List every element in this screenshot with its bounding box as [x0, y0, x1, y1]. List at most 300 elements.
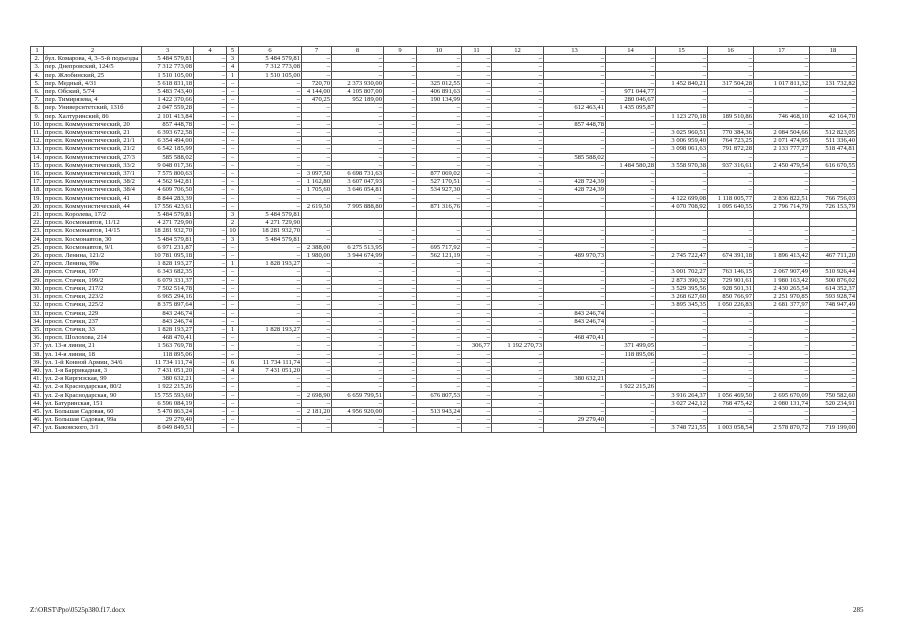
- value-cell: –: [462, 383, 492, 391]
- value-cell: –: [194, 416, 227, 424]
- value-cell: –: [194, 375, 227, 383]
- table-row: [31, 260, 857, 268]
- value-cell: 7 575 800,63: [142, 170, 194, 178]
- value-cell: –: [754, 407, 810, 415]
- value-cell: –: [332, 416, 384, 424]
- row-number-cell: 47.: [31, 424, 44, 432]
- value-cell: 1 484 580,28: [606, 161, 656, 169]
- value-cell: 3 646 054,81: [332, 186, 384, 194]
- address-cell: ул. Быковского, 3/1: [44, 424, 142, 432]
- value-cell: –: [239, 350, 302, 358]
- value-cell: 843 246,74: [544, 317, 606, 325]
- value-cell: –: [810, 235, 857, 243]
- value-cell: –: [384, 399, 417, 407]
- value-cell: 190 134,99: [417, 96, 462, 104]
- value-cell: 5 484 579,81: [142, 235, 194, 243]
- value-cell: –: [227, 104, 239, 112]
- column-number-header: 17: [754, 47, 810, 55]
- row-number-cell: 17.: [31, 178, 44, 186]
- value-cell: 843 246,74: [544, 309, 606, 317]
- value-cell: 3 097,50: [302, 170, 332, 178]
- value-cell: 2 619,50: [302, 202, 332, 210]
- value-cell: 720,70: [302, 79, 332, 87]
- value-cell: –: [417, 375, 462, 383]
- value-cell: –: [656, 309, 708, 317]
- value-cell: –: [462, 252, 492, 260]
- value-cell: –: [194, 71, 227, 79]
- value-cell: –: [462, 194, 492, 202]
- column-number-header: 10: [417, 47, 462, 55]
- value-cell: 306,77: [462, 342, 492, 350]
- value-cell: –: [462, 227, 492, 235]
- value-cell: –: [302, 227, 332, 235]
- value-cell: –: [544, 383, 606, 391]
- row-number-cell: 38.: [31, 350, 44, 358]
- value-cell: 937 316,61: [708, 161, 754, 169]
- row-number-cell: 46.: [31, 416, 44, 424]
- table-row: [31, 161, 857, 169]
- value-cell: –: [492, 79, 544, 87]
- value-cell: –: [754, 366, 810, 374]
- row-number-cell: 14.: [31, 153, 44, 161]
- column-number-header: 8: [332, 47, 384, 55]
- value-cell: –: [194, 112, 227, 120]
- value-cell: –: [417, 358, 462, 366]
- value-cell: –: [227, 375, 239, 383]
- value-cell: –: [810, 178, 857, 186]
- value-cell: 4 122 699,08: [656, 194, 708, 202]
- value-cell: –: [810, 104, 857, 112]
- value-cell: –: [227, 178, 239, 186]
- row-number-cell: 40.: [31, 366, 44, 374]
- value-cell: 4: [227, 366, 239, 374]
- value-cell: –: [302, 424, 332, 432]
- value-cell: –: [656, 342, 708, 350]
- value-cell: –: [384, 276, 417, 284]
- value-cell: –: [227, 88, 239, 96]
- value-cell: –: [754, 375, 810, 383]
- value-cell: –: [227, 170, 239, 178]
- value-cell: –: [332, 63, 384, 71]
- value-cell: –: [194, 202, 227, 210]
- address-cell: ул. Батуринская, 151: [44, 399, 142, 407]
- value-cell: 11 734 111,74: [142, 358, 194, 366]
- row-number-cell: 22.: [31, 219, 44, 227]
- value-cell: –: [227, 120, 239, 128]
- value-cell: –: [227, 276, 239, 284]
- value-cell: 2 373 930,00: [332, 79, 384, 87]
- value-cell: –: [332, 153, 384, 161]
- value-cell: –: [492, 383, 544, 391]
- value-cell: –: [332, 120, 384, 128]
- value-cell: –: [810, 153, 857, 161]
- column-number-header: 6: [239, 47, 302, 55]
- value-cell: –: [492, 416, 544, 424]
- value-cell: –: [194, 55, 227, 63]
- column-number-header: 12: [492, 47, 544, 55]
- value-cell: 1 828 193,27: [142, 325, 194, 333]
- value-cell: 4 271 729,90: [239, 219, 302, 227]
- value-cell: 500 876,02: [810, 276, 857, 284]
- value-cell: 118 895,06: [142, 350, 194, 358]
- value-cell: –: [708, 170, 754, 178]
- value-cell: –: [462, 137, 492, 145]
- value-cell: –: [606, 391, 656, 399]
- value-cell: 189 510,86: [708, 112, 754, 120]
- address-cell: просп. Коммунистический, 21/2: [44, 145, 142, 153]
- value-cell: –: [606, 202, 656, 210]
- value-cell: 4 271 729,90: [142, 219, 194, 227]
- value-cell: 952 189,00: [332, 96, 384, 104]
- value-cell: –: [492, 284, 544, 292]
- table-row: [31, 112, 857, 120]
- value-cell: –: [754, 260, 810, 268]
- value-cell: –: [227, 334, 239, 342]
- value-cell: –: [384, 145, 417, 153]
- value-cell: –: [384, 293, 417, 301]
- value-cell: –: [384, 170, 417, 178]
- value-cell: –: [332, 194, 384, 202]
- value-cell: 380 632,21: [142, 375, 194, 383]
- value-cell: –: [302, 317, 332, 325]
- value-cell: –: [417, 342, 462, 350]
- value-cell: –: [606, 71, 656, 79]
- value-cell: –: [810, 366, 857, 374]
- value-cell: 1 003 058,54: [708, 424, 754, 432]
- value-cell: –: [417, 161, 462, 169]
- value-cell: –: [544, 129, 606, 137]
- value-cell: –: [656, 407, 708, 415]
- value-cell: 5 470 863,24: [142, 407, 194, 415]
- value-cell: –: [384, 79, 417, 87]
- value-cell: –: [708, 243, 754, 251]
- value-cell: –: [384, 268, 417, 276]
- value-cell: –: [227, 79, 239, 87]
- row-number-cell: 30.: [31, 284, 44, 292]
- value-cell: –: [810, 243, 857, 251]
- value-cell: –: [810, 317, 857, 325]
- value-cell: –: [492, 55, 544, 63]
- value-cell: –: [194, 276, 227, 284]
- row-number-cell: 33.: [31, 309, 44, 317]
- value-cell: –: [606, 284, 656, 292]
- row-number-cell: 35.: [31, 325, 44, 333]
- value-cell: –: [754, 71, 810, 79]
- value-cell: –: [332, 293, 384, 301]
- table-row: [31, 334, 857, 342]
- table-row: [31, 145, 857, 153]
- value-cell: –: [754, 416, 810, 424]
- value-cell: –: [544, 88, 606, 96]
- value-cell: –: [417, 145, 462, 153]
- value-cell: –: [384, 309, 417, 317]
- value-cell: 1 162,80: [302, 178, 332, 186]
- row-number-cell: 3.: [31, 63, 44, 71]
- row-number-cell: 15.: [31, 161, 44, 169]
- row-number-cell: 31.: [31, 293, 44, 301]
- value-cell: 10: [227, 227, 239, 235]
- value-cell: –: [708, 358, 754, 366]
- address-cell: бул. Комарова, 4, 3–5-й подъезды: [44, 55, 142, 63]
- value-cell: –: [332, 383, 384, 391]
- value-cell: –: [492, 104, 544, 112]
- value-cell: –: [239, 202, 302, 210]
- value-cell: –: [302, 301, 332, 309]
- value-cell: –: [492, 268, 544, 276]
- value-cell: [332, 211, 384, 219]
- value-cell: –: [708, 317, 754, 325]
- value-cell: 8 375 897,64: [142, 301, 194, 309]
- value-cell: –: [227, 153, 239, 161]
- value-cell: –: [239, 276, 302, 284]
- registry-table: [30, 46, 857, 433]
- value-cell: 29 279,40: [544, 416, 606, 424]
- address-cell: ул. 1-й Конной Армии, 34/6: [44, 358, 142, 366]
- value-cell: 770 384,36: [708, 129, 754, 137]
- value-cell: 674 391,18: [708, 252, 754, 260]
- value-cell: 468 470,41: [544, 334, 606, 342]
- page-number: 285: [853, 606, 864, 614]
- value-cell: 726 153,79: [810, 202, 857, 210]
- value-cell: –: [417, 104, 462, 112]
- column-number-header: 9: [384, 47, 417, 55]
- value-cell: –: [417, 325, 462, 333]
- value-cell: –: [239, 342, 302, 350]
- value-cell: 3 748 721,55: [656, 424, 708, 432]
- row-number-cell: 25.: [31, 243, 44, 251]
- value-cell: [384, 211, 417, 219]
- value-cell: [332, 219, 384, 227]
- value-cell: 1 095 640,55: [708, 202, 754, 210]
- value-cell: –: [492, 293, 544, 301]
- value-cell: –: [332, 260, 384, 268]
- value-cell: –: [544, 268, 606, 276]
- value-cell: 15 755 593,60: [142, 391, 194, 399]
- table-row: [31, 96, 857, 104]
- value-cell: –: [239, 104, 302, 112]
- value-cell: –: [417, 227, 462, 235]
- address-cell: пер. Обский, 5/74: [44, 88, 142, 96]
- table-row: [31, 243, 857, 251]
- address-cell: просп. Ленина, 121/2: [44, 252, 142, 260]
- value-cell: 6 275 513,95: [332, 243, 384, 251]
- value-cell: –: [194, 120, 227, 128]
- value-cell: –: [492, 407, 544, 415]
- row-number-cell: 10.: [31, 120, 44, 128]
- value-cell: 371 499,05: [606, 342, 656, 350]
- value-cell: –: [462, 350, 492, 358]
- value-cell: –: [384, 202, 417, 210]
- address-cell: пер. Медный, 4/31: [44, 79, 142, 87]
- value-cell: –: [194, 391, 227, 399]
- value-cell: 4 105 807,00: [332, 88, 384, 96]
- value-cell: –: [462, 104, 492, 112]
- value-cell: [302, 211, 332, 219]
- value-cell: 6 343 682,35: [142, 268, 194, 276]
- address-cell: просп. Коммунистический, 20: [44, 120, 142, 128]
- row-number-cell: 32.: [31, 301, 44, 309]
- value-cell: –: [810, 342, 857, 350]
- value-cell: –: [227, 161, 239, 169]
- value-cell: –: [492, 186, 544, 194]
- value-cell: 29 279,40: [142, 416, 194, 424]
- value-cell: –: [544, 202, 606, 210]
- value-cell: 2 873 390,32: [656, 276, 708, 284]
- value-cell: –: [656, 96, 708, 104]
- value-cell: –: [462, 301, 492, 309]
- value-cell: –: [462, 178, 492, 186]
- table-row: [31, 153, 857, 161]
- value-cell: 593 928,74: [810, 293, 857, 301]
- value-cell: –: [227, 284, 239, 292]
- value-cell: 1 922 215,26: [142, 383, 194, 391]
- value-cell: –: [656, 334, 708, 342]
- value-cell: –: [462, 96, 492, 104]
- value-cell: –: [544, 391, 606, 399]
- value-cell: –: [384, 416, 417, 424]
- value-cell: 3 027 242,12: [656, 399, 708, 407]
- value-cell: –: [332, 137, 384, 145]
- row-number-cell: 39.: [31, 358, 44, 366]
- value-cell: –: [656, 375, 708, 383]
- value-cell: –: [754, 325, 810, 333]
- value-cell: –: [606, 375, 656, 383]
- value-cell: 3 098 061,63: [656, 145, 708, 153]
- row-number-cell: 20.: [31, 202, 44, 210]
- value-cell: –: [417, 235, 462, 243]
- value-cell: –: [462, 202, 492, 210]
- row-number-cell: 7.: [31, 96, 44, 104]
- value-cell: –: [417, 137, 462, 145]
- value-cell: –: [384, 153, 417, 161]
- value-cell: 746 468,10: [754, 112, 810, 120]
- value-cell: –: [462, 317, 492, 325]
- value-cell: 513 943,24: [417, 407, 462, 415]
- value-cell: –: [544, 161, 606, 169]
- value-cell: 6 079 331,37: [142, 276, 194, 284]
- value-cell: –: [332, 366, 384, 374]
- value-cell: 3 944 674,99: [332, 252, 384, 260]
- value-cell: 857 448,78: [142, 120, 194, 128]
- value-cell: 676 807,53: [417, 391, 462, 399]
- table-row: [31, 235, 857, 243]
- value-cell: –: [194, 88, 227, 96]
- row-number-cell: 4.: [31, 71, 44, 79]
- value-cell: –: [492, 202, 544, 210]
- value-cell: 2 745 722,47: [656, 252, 708, 260]
- value-cell: –: [492, 260, 544, 268]
- value-cell: 510 926,44: [810, 268, 857, 276]
- table-row: [31, 202, 857, 210]
- value-cell: –: [332, 112, 384, 120]
- value-cell: –: [544, 79, 606, 87]
- table-row: [31, 325, 857, 333]
- value-cell: –: [417, 366, 462, 374]
- row-number-cell: 2.: [31, 55, 44, 63]
- value-cell: –: [227, 383, 239, 391]
- value-cell: –: [302, 145, 332, 153]
- value-cell: 1 896 413,42: [754, 252, 810, 260]
- value-cell: –: [239, 186, 302, 194]
- value-cell: –: [384, 178, 417, 186]
- value-cell: [708, 211, 754, 219]
- value-cell: –: [754, 383, 810, 391]
- value-cell: –: [656, 243, 708, 251]
- value-cell: –: [417, 63, 462, 71]
- address-cell: просп. Коммунистический, 21: [44, 129, 142, 137]
- value-cell: –: [239, 252, 302, 260]
- value-cell: 3 001 702,27: [656, 268, 708, 276]
- value-cell: 871 316,76: [417, 202, 462, 210]
- value-cell: –: [384, 325, 417, 333]
- value-cell: –: [754, 334, 810, 342]
- table-row: [31, 71, 857, 79]
- value-cell: –: [332, 342, 384, 350]
- value-cell: –: [754, 350, 810, 358]
- value-cell: –: [810, 325, 857, 333]
- value-cell: –: [606, 112, 656, 120]
- value-cell: 380 632,21: [544, 375, 606, 383]
- value-cell: –: [332, 268, 384, 276]
- value-cell: –: [384, 96, 417, 104]
- address-cell: ул. Большая Садовая, 99а: [44, 416, 142, 424]
- value-cell: –: [754, 243, 810, 251]
- value-cell: –: [544, 424, 606, 432]
- value-cell: –: [332, 358, 384, 366]
- value-cell: –: [544, 170, 606, 178]
- value-cell: –: [810, 350, 857, 358]
- value-cell: –: [544, 112, 606, 120]
- value-cell: –: [656, 325, 708, 333]
- address-cell: пер. Жлобинский, 25: [44, 71, 142, 79]
- value-cell: –: [656, 358, 708, 366]
- value-cell: 877 069,02: [417, 170, 462, 178]
- value-cell: –: [462, 112, 492, 120]
- value-cell: –: [656, 416, 708, 424]
- value-cell: –: [606, 186, 656, 194]
- value-cell: –: [462, 268, 492, 276]
- value-cell: 2 181,20: [302, 407, 332, 415]
- value-cell: –: [462, 391, 492, 399]
- value-cell: –: [606, 268, 656, 276]
- value-cell: –: [810, 334, 857, 342]
- value-cell: –: [194, 383, 227, 391]
- value-cell: 2: [227, 219, 239, 227]
- table-row: [31, 383, 857, 391]
- value-cell: –: [810, 55, 857, 63]
- value-cell: 428 724,39: [544, 186, 606, 194]
- value-cell: –: [227, 309, 239, 317]
- value-cell: –: [492, 301, 544, 309]
- value-cell: 766 756,03: [810, 194, 857, 202]
- value-cell: 3: [227, 235, 239, 243]
- value-cell: –: [544, 301, 606, 309]
- value-cell: –: [544, 63, 606, 71]
- value-cell: –: [194, 293, 227, 301]
- value-cell: 467 711,20: [810, 252, 857, 260]
- value-cell: –: [239, 170, 302, 178]
- value-cell: –: [656, 260, 708, 268]
- value-cell: –: [332, 145, 384, 153]
- table-row: [31, 358, 857, 366]
- value-cell: 17 556 423,61: [142, 202, 194, 210]
- value-cell: –: [656, 178, 708, 186]
- value-cell: 2 796 714,79: [754, 202, 810, 210]
- value-cell: –: [302, 383, 332, 391]
- value-cell: 3 607 047,93: [332, 178, 384, 186]
- value-cell: 5 483 743,40: [142, 88, 194, 96]
- table-row: [31, 120, 857, 128]
